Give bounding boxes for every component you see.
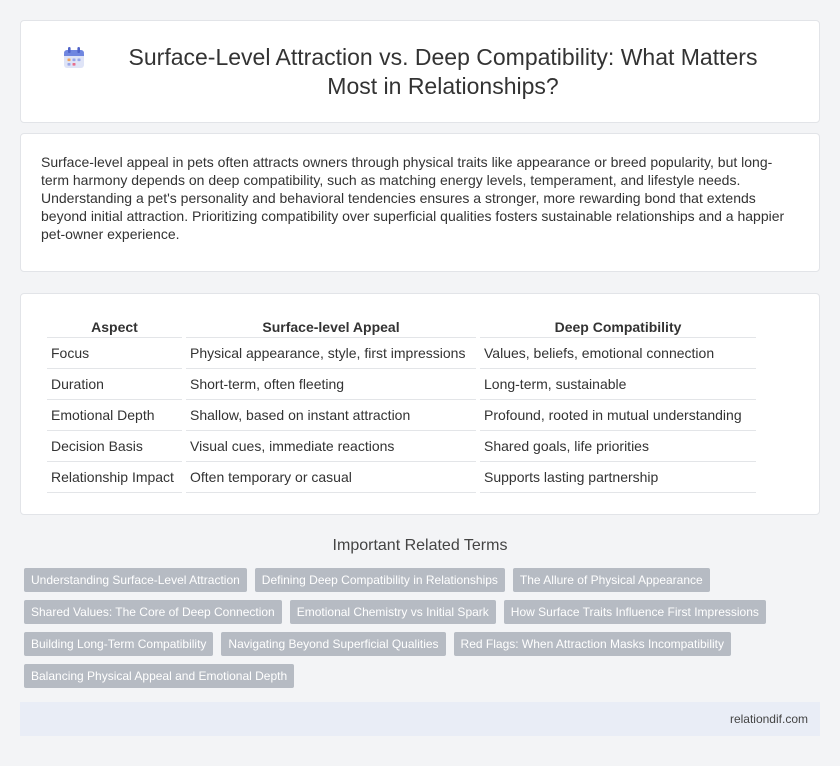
related-term-tag[interactable]: Red Flags: When Attraction Masks Incompatibility (454, 632, 731, 656)
cell-surface: Short-term, often fleeting (186, 369, 476, 400)
header-deep: Deep Compatibility (480, 316, 756, 338)
title-card (20, 20, 820, 123)
cell-surface: Visual cues, immediate reactions (186, 431, 476, 462)
comparison-card (20, 293, 820, 515)
table-row (47, 338, 756, 369)
cell-aspect: Focus (47, 338, 182, 369)
page-title: Surface-Level Attraction vs. Deep Compatibility: What Matters Most in Relationships? (128, 43, 758, 99)
related-term-tag[interactable]: Building Long-Term Compatibility (24, 632, 213, 656)
related-term-tag[interactable]: Understanding Surface-Level Attraction (24, 568, 247, 592)
cell-aspect: Emotional Depth (47, 400, 182, 431)
related-term-tag[interactable]: Emotional Chemistry vs Initial Spark (290, 600, 496, 624)
table-row (47, 431, 756, 462)
related-term-tag[interactable]: How Surface Traits Influence First Impressions (504, 600, 766, 624)
calendar-icon (61, 45, 87, 71)
intro-paragraph: Surface-level appeal in pets often attracts owners through physical traits like appearance or breed popularity, but long-term harmony depends on deep compatibility, such as matching energy levels, temperament, and lifestyle needs. Understanding a pet's personality and behavioral tendencies ensures a stronger, more rewarding bond that extends beyond initial attraction. Prioritizing compatibility over superficial qualities fosters sustainable relationships and a happier pet-owner experience. (41, 154, 785, 242)
site-name: relationdif.com (729, 712, 808, 726)
cell-aspect: Decision Basis (47, 431, 182, 462)
comparison-table (43, 316, 760, 493)
header-aspect: Aspect (47, 316, 182, 338)
related-terms-list (20, 568, 800, 688)
header-surface: Surface-level Appeal (186, 316, 476, 338)
cell-deep: Long-term, sustainable (480, 369, 756, 400)
cell-deep: Shared goals, life priorities (480, 431, 756, 462)
cell-surface: Shallow, based on instant attraction (186, 400, 476, 431)
related-term-tag[interactable]: Navigating Beyond Superficial Qualities (221, 632, 445, 656)
table-row (47, 462, 756, 493)
cell-surface: Often temporary or casual (186, 462, 476, 493)
table-row (47, 369, 756, 400)
related-terms-heading: Important Related Terms (332, 537, 508, 554)
intro-card (20, 133, 820, 272)
related-term-tag[interactable]: Shared Values: The Core of Deep Connection (24, 600, 282, 624)
cell-aspect: Relationship Impact (47, 462, 182, 493)
footer (20, 702, 820, 736)
related-term-tag[interactable]: Balancing Physical Appeal and Emotional Depth (24, 664, 294, 688)
cell-deep: Supports lasting partnership (480, 462, 756, 493)
cell-deep: Profound, rooted in mutual understanding (480, 400, 756, 431)
related-term-tag[interactable]: Defining Deep Compatibility in Relationships (255, 568, 505, 592)
table-header-row (47, 316, 756, 338)
title-row (61, 43, 779, 101)
table-row (47, 400, 756, 431)
cell-deep: Values, beliefs, emotional connection (480, 338, 756, 369)
cell-aspect: Duration (47, 369, 182, 400)
cell-surface: Physical appearance, style, first impressions (186, 338, 476, 369)
related-term-tag[interactable]: The Allure of Physical Appearance (513, 568, 710, 592)
